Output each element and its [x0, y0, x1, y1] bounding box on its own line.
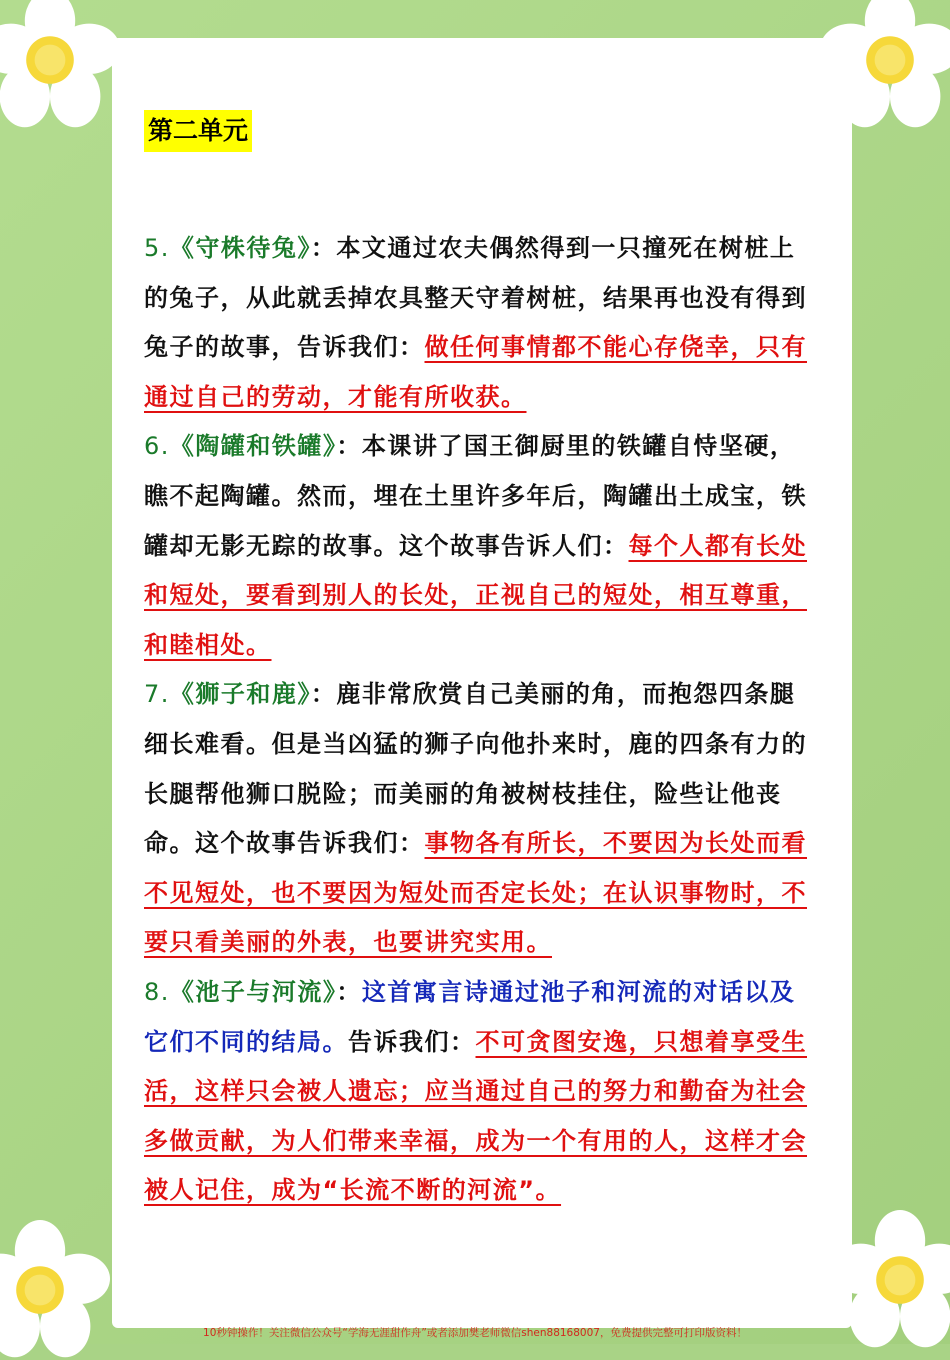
section-moral: 事物各有所长，不要因为长处而看不见短处，也不要因为短处而否定长处；在认识事物时，不要只看美丽的外表，也要讲究实用。: [144, 829, 807, 957]
section-7: [144, 670, 814, 968]
section-title: 《守株待兔》: [169, 234, 311, 262]
section-title: 《陶罐和铁罐》: [169, 432, 337, 461]
section-body: 本课讲了国王御厨里的铁罐自恃坚硬，瞧不起陶罐。然而，埋在土里许多年后，陶罐出土成宝，铁罐却无影无踪的故事。这个故事告诉人们：: [144, 432, 807, 560]
section-number: 7.: [144, 680, 170, 709]
section-moral: 每个人都有长处和短处，要看到别人的长处，正视自己的短处，相互尊重，和睦相处。: [144, 531, 807, 659]
section-sep: ：: [336, 977, 362, 1006]
section-title: 《狮子和鹿》: [169, 680, 311, 709]
section-title: 《池子与河流》: [169, 977, 337, 1006]
section-body: 告诉我们：: [348, 1027, 476, 1056]
content: [144, 110, 814, 1216]
section-moral: 不可贪图安逸，只想着享受生活，这样只会被人遗忘；应当通过自己的努力和勤奋为社会多做贡献，为人们带来幸福，成为一个有用的人，这样才会被人记住，成为“长流不断的河流”。: [144, 1027, 807, 1205]
section-sep: ：: [336, 432, 362, 461]
section-number: 8.: [144, 977, 170, 1006]
section-body: 鹿非常欣赏自己美丽的角，而抱怨四条腿细长难看。但是当凶猛的狮子向他扑来时，鹿的四条有力的长腿帮他狮口脱险；而美丽的角被树枝挂住，险些让他丧命。这个故事告诉我们：: [144, 680, 807, 858]
section-body: 本文通过农夫偶然得到一只撞死在树桩上的兔子，从此就丢掉农具整天守着树桩，结果再也没有得到兔子的故事，告诉我们：: [144, 234, 807, 362]
section-5: [144, 224, 814, 422]
section-number: 6.: [144, 432, 170, 461]
section-moral: 做任何事情都不能心存侥幸，只有通过自己的劳动，才能有所收获。: [144, 333, 807, 411]
daisy-icon: [820, 0, 950, 130]
section-sep: ：: [310, 680, 337, 709]
unit-heading: 第二单元: [144, 110, 252, 152]
section-body-blue: 这首寓言诗通过池子和河流的对话以及它们不同的结局。: [144, 977, 796, 1056]
daisy-icon: [0, 0, 120, 130]
footer-note: 10秒钟操作！关注微信公众号“学海无涯甜作舟”或者添加樊老师微信shen88168007，免费提供完整可打印版资料！: [203, 1327, 747, 1339]
section-8: [144, 968, 814, 1216]
section-number: 5.: [144, 234, 170, 262]
section-6: [144, 422, 814, 670]
section-sep: ：: [310, 234, 337, 262]
